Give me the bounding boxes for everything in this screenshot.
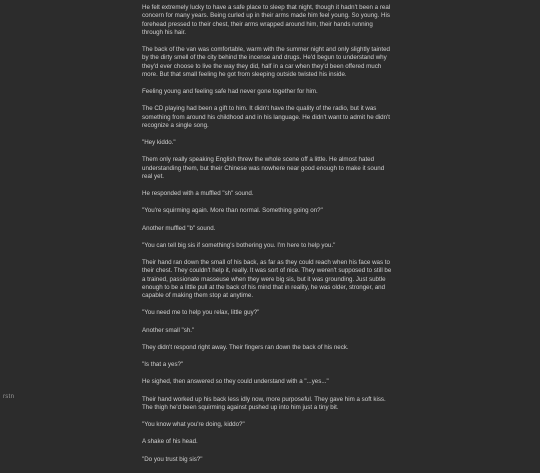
story-paragraph: He felt extremely lucky to have a safe place to sleep that night, though it hadn't been a real concern for many years. Being curled up in their arms made him feel young. So young. His forehead pressed to their chest, their arms wrapped around him, their hands running through his hair. [142,4,391,36]
story-paragraph: Their hand worked up his back less idly now, more purposeful. They gave him a soft kiss. The thigh he'd been squirming against pushed up into him just a tiny bit. [142,395,386,411]
story-paragraph: Another small "sh." [142,326,195,334]
story-paragraph: "Hey kiddo." [142,139,176,146]
story-paragraph: "You need me to help you relax, little guy?" [142,309,260,317]
story-paragraph: They didn't respond right away. Their fingers ran down the back of his neck. [142,343,349,351]
story-paragraph: Another muffled "b" sound. [142,224,216,232]
story-paragraph: Feeling young and feeling safe had never gone together for him. [142,88,318,95]
story-paragraph: "Do you trust big sis?" [142,455,203,463]
story-paragraph: Their hand ran down the small of his back, as far as they could reach when his face was to their chest. They couldn't help it, really. It was sort of nice. They weren't supposed to still be a trained, passionate masseuse when they were big sis, but it was grounding. Just subtle enough to be a little pull at the back of his mind that in reality, he was older, stronger, and capable of making them stop at anytime. [142,259,392,299]
story-paragraph: "Is that a yes?" [142,361,184,368]
story-paragraph: A shake of his head. [142,438,198,446]
story-paragraph: "You can tell big sis if something's bothering you. I'm here to help you." [142,241,336,249]
story-paragraph: "You're squirming again. More than normal. Something going on?" [142,207,323,215]
corner-badge: rstn [3,394,15,400]
story-paragraph: He sighed, then answered so they could understand with a "...yes..." [142,378,329,386]
story-paragraph: The CD playing had been a gift to him. It didn't have the quality of the radio, but it was something from around his childhood and in his language. He didn't want to admit he didn't recognize a single song. [142,105,390,129]
story-paragraph: The back of the van was comfortable, warm with the summer night and only slightly tainted by the dirty smell of the city behind the incense and drugs. He'd begun to understand why they'd ever choose to live the way they did, half in a car when they'd been offered much more. But that small feeling he got from sleeping outside twisted his inside. [142,46,390,78]
story-text [142,4,392,473]
story-paragraph: Them only really speaking English threw the whole scene off a little. He almost hated understanding them, but their Chinese was nowhere near good enough to make it sound real yet. [142,156,385,180]
story-paragraph: "You know what you're doing, kiddo?" [142,421,245,428]
story-paragraph: He responded with a muffled "sh" sound. [142,190,254,197]
